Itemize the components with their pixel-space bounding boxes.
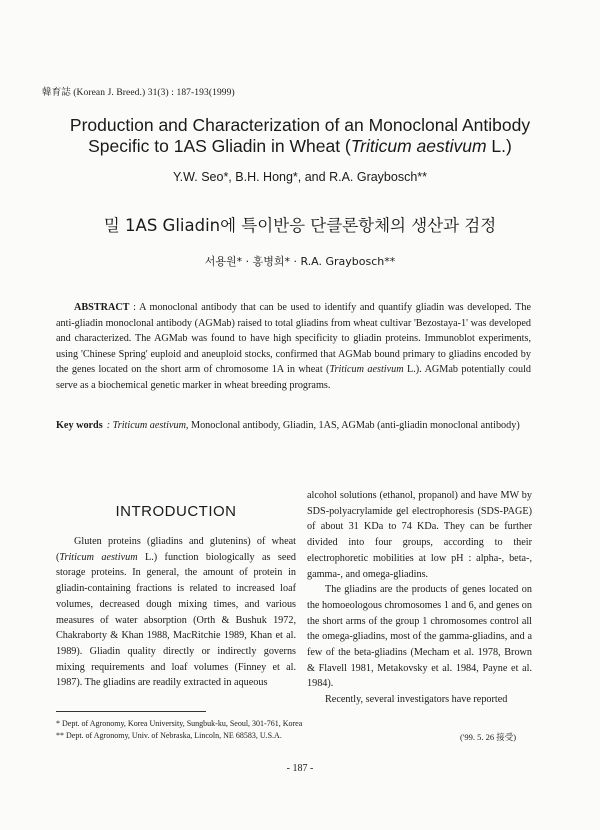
footnote-1: * Dept. of Agronomy, Korea University, Sungbuk-ku, Seoul, 301-761, Korea (56, 719, 303, 728)
body-column-right (307, 488, 532, 708)
paper-title-korean: 밀 1AS Gliadin에 특이반응 단클론항체의 생산과 검정 (103, 216, 497, 235)
paragraph: alcohol solutions (ethanol, propanol) and have MW by SDS-polyacrylamide gel electrophoresis (SDS-PAGE) of about 31 KDa to 74 KDa. They can be further divided into four groups, according to their electrophoretic mobilities at low pH : alpha-, beta-, gamma-, and omega-gliadins. (307, 490, 532, 580)
paper-title (40, 115, 560, 157)
paragraph: Recently, several investigators have reported (325, 694, 508, 706)
footnote-2: ** Dept. of Agronomy, Univ. of Nebraska, Lincoln, NE 68583, U.S.A. (56, 731, 282, 740)
paragraph: Gluten proteins (gliadins and glutenins) of wheat (Triticum aestivum L.) function biologically as seed storage proteins. In general, the amount of protein in gliadin-containing fractions is related to increased loaf volumes, decreased dough mixing times, and various measures of water absorption (Orth & Bushuk 1972, Chakraborty & Khan 1988, MacRitchie 1989, Khan et al. 1989). Gliadin quality directly or indirectly governs mixing requirements and loaf volumes (Finney et al. 1987). The gliadins are readily extracted in aqueous (56, 536, 296, 689)
received-date: ('99. 5. 26 接受) (460, 732, 517, 742)
page-number: - 187 - (286, 763, 314, 774)
footnote-divider (56, 711, 206, 712)
title-line-2: Specific to 1AS Gliadin in Wheat (Triticum aestivum L.) (88, 136, 512, 156)
paragraph: The gliadins are the products of genes located on the homoeologous chromosomes 1 and 6, and genes on the short arms of the group 1 chromosomes control all the omega-gliadins, most of the gamma-gliadins, and a few of the beta-gliadins (Mecham et al. 1978, Brown & Flavell 1981, Metakovsky et al. 1984, Payne et al. 1984). (307, 584, 532, 690)
abstract: ABSTRACT : A monoclonal antibody that can be used to identify and quantify gliadin was developed. The anti-gliadin monoclonal antibody (AGMab) raised to total gliadins from wheat cultivar 'Bezostaya-1' was developed and characterized. The AGMab was found to have high specificity to gliadin proteins. Immunoblot experiments, using 'Chinese Spring' euploid and aneuploid stocks, confirmed that AGMab bound primary to gliadins encoded by the genes located on the short arm of chromosome 1A in wheat (Triticum aestivum L.). AGMab potentially could serve as a biochemical genetic marker in wheat breeding programs. (56, 302, 531, 391)
body-column-left (56, 534, 296, 691)
journal-citation: 韓育誌 (Korean J. Breed.) 31(3) : 187-193(1999) (42, 88, 235, 98)
title-line-1: Production and Characterization of an Monoclonal Antibody (69, 115, 531, 135)
section-heading-introduction: INTRODUCTION (115, 503, 237, 520)
keywords: Key words : Triticum aestivum, Monoclonal antibody, Gliadin, 1AS, AGMab (anti-gliadin monoclonal antibody) (56, 418, 531, 434)
authors-korean: 서용원* · 홍병희* · R.A. Graybosch** (204, 255, 396, 268)
keywords-label: Key words (56, 420, 103, 431)
authors-english: Y.W. Seo*, B.H. Hong*, and R.A. Graybosch** (172, 170, 428, 184)
abstract-label: ABSTRACT (74, 302, 130, 313)
